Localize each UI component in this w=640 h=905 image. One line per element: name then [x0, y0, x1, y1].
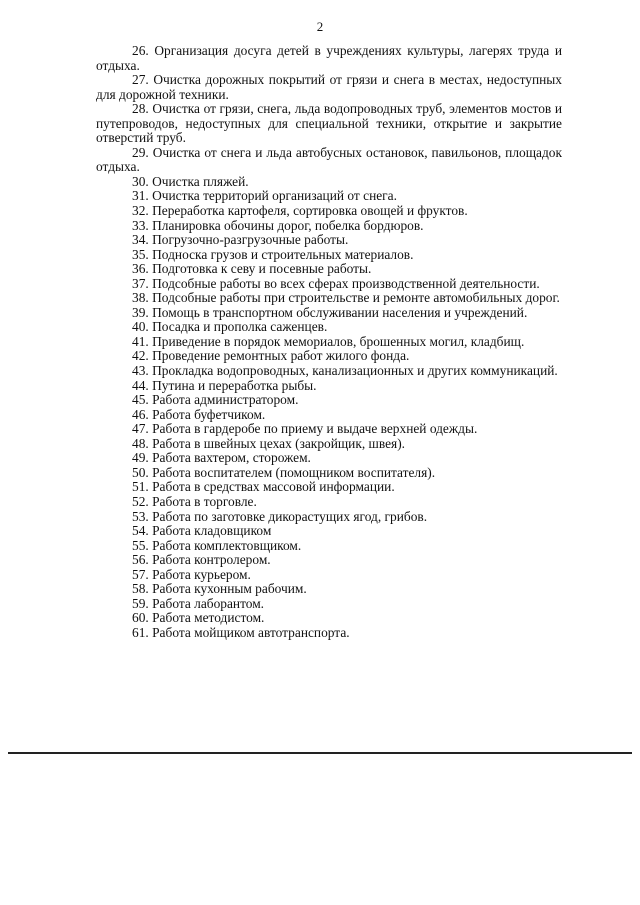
list-item	[96, 539, 562, 554]
item-text: Прокладка водопроводных, канализационных и других коммуникаций.	[152, 363, 558, 379]
list-item	[96, 175, 562, 190]
item-number: 50.	[132, 464, 149, 480]
list-item	[96, 524, 562, 539]
list-item	[96, 102, 562, 146]
item-text: Очистка пляжей.	[152, 173, 249, 189]
item-text: Подсобные работы при строительстве и ремонте автомобильных дорог.	[152, 290, 560, 306]
item-number: 55.	[132, 537, 149, 553]
item-number: 45.	[132, 392, 149, 408]
item-number: 39.	[132, 304, 149, 320]
item-number: 38.	[132, 290, 149, 306]
list-item	[96, 611, 562, 626]
document-body	[96, 44, 562, 640]
item-number: 52.	[132, 493, 149, 509]
item-number: 61.	[132, 624, 149, 640]
item-number: 47.	[132, 421, 149, 437]
list-item	[96, 233, 562, 248]
item-text: Помощь в транспортном обслуживании населения и учреждений.	[152, 304, 528, 320]
item-text: Проведение ремонтных работ жилого фонда.	[152, 348, 410, 364]
item-text: Подсобные работы во всех сферах производственной деятельности.	[152, 275, 540, 291]
page-number: 2	[316, 19, 324, 34]
item-text: Работа контролером.	[152, 552, 271, 568]
list-item	[96, 189, 562, 204]
item-text: Очистка дорожных покрытий от грязи и снега в местах, недоступных для дорожной техники.	[96, 72, 562, 102]
item-number: 28.	[132, 101, 149, 117]
list-item	[96, 306, 562, 321]
item-number: 54.	[132, 523, 149, 539]
item-number: 57.	[132, 566, 149, 582]
item-number: 48.	[132, 435, 149, 451]
footer-divider	[8, 752, 632, 754]
item-text: Планировка обочины дорог, побелка бордюров.	[152, 217, 424, 233]
list-item	[96, 495, 562, 510]
item-text: Работа в гардеробе по приему и выдаче верхней одежды.	[152, 421, 478, 437]
list-item	[96, 568, 562, 583]
list-item	[96, 408, 562, 423]
item-number: 31.	[132, 188, 149, 204]
item-number: 51.	[132, 479, 149, 495]
item-number: 34.	[132, 232, 149, 248]
item-text: Подноска грузов и строительных материалов.	[152, 246, 414, 262]
list-item	[96, 73, 562, 102]
item-text: Приведение в порядок мемориалов, брошенных могил, кладбищ.	[152, 333, 525, 349]
item-number: 46.	[132, 406, 149, 422]
list-item	[96, 466, 562, 481]
list-item	[96, 597, 562, 612]
item-text: Работа администратором.	[152, 392, 299, 408]
item-text: Путина и переработка рыбы.	[152, 377, 317, 393]
item-text: Работа воспитателем (помощником воспитателя).	[152, 464, 436, 480]
item-number: 33.	[132, 217, 149, 233]
list-item	[96, 510, 562, 525]
item-text: Работа мойщиком автотранспорта.	[152, 624, 350, 640]
item-text: Работа вахтером, сторожем.	[152, 450, 311, 466]
item-text: Работа курьером.	[152, 566, 251, 582]
item-text: Организация досуга детей в учреждениях культуры, лагерях труда и отдыха.	[96, 43, 562, 73]
item-number: 36.	[132, 261, 149, 277]
list-item	[96, 320, 562, 335]
list-item	[96, 480, 562, 495]
item-text: Очистка территорий организаций от снега.	[152, 188, 397, 204]
list-item	[96, 582, 562, 597]
item-number: 27.	[132, 72, 149, 88]
item-number: 42.	[132, 348, 149, 364]
item-number: 35.	[132, 246, 149, 262]
item-number: 26.	[132, 43, 149, 58]
list-item	[96, 626, 562, 641]
item-number: 32.	[132, 203, 149, 219]
list-item	[96, 553, 562, 568]
item-number: 37.	[132, 275, 149, 291]
item-text: Очистка от грязи, снега, льда водопроводных труб, элементов мостов и путепроводов, недоступных для специальной техники, открытие и закрытие отверстий труб.	[96, 101, 562, 146]
item-text: Работа буфетчиком.	[152, 406, 266, 422]
item-text: Работа по заготовке дикорастущих ягод, грибов.	[152, 508, 428, 524]
item-text: Работа лаборантом.	[152, 595, 265, 611]
list-item	[96, 219, 562, 234]
item-text: Переработка картофеля, сортировка овощей и фруктов.	[152, 203, 468, 219]
list-item	[96, 44, 562, 73]
list-item	[96, 451, 562, 466]
list-item	[96, 248, 562, 263]
item-text: Работа в средствах массовой информации.	[152, 479, 395, 495]
list-item	[96, 204, 562, 219]
item-number: 58.	[132, 581, 149, 597]
item-text: Подготовка к севу и посевные работы.	[152, 261, 372, 277]
list-item	[96, 379, 562, 394]
list-item	[96, 277, 562, 292]
item-text: Работа в швейных цехах (закройщик, швея).	[152, 435, 406, 451]
list-item	[96, 393, 562, 408]
list-item	[96, 364, 562, 379]
item-number: 56.	[132, 552, 149, 568]
item-number: 40.	[132, 319, 149, 335]
item-text: Работа кухонным рабочим.	[152, 581, 307, 597]
item-text: Погрузочно-разгрузочные работы.	[152, 232, 349, 248]
item-text: Работа методистом.	[152, 610, 265, 626]
list-item	[96, 422, 562, 437]
item-text: Работа в торговле.	[152, 493, 257, 509]
item-number: 44.	[132, 377, 149, 393]
item-number: 53.	[132, 508, 149, 524]
item-number: 29.	[132, 144, 149, 160]
item-text: Работа комплектовщиком.	[152, 537, 302, 553]
item-number: 41.	[132, 333, 149, 349]
item-number: 60.	[132, 610, 149, 626]
item-number: 30.	[132, 173, 149, 189]
item-text: Очистка от снега и льда автобусных остановок, павильонов, площадок отдыха.	[96, 144, 562, 175]
list-item	[96, 146, 562, 175]
list-item	[96, 291, 562, 306]
item-number: 59.	[132, 595, 149, 611]
list-item	[96, 349, 562, 364]
list-item	[96, 335, 562, 350]
item-number: 43.	[132, 363, 149, 379]
list-item	[96, 262, 562, 277]
item-text: Работа кладовщиком	[152, 523, 272, 539]
list-item	[96, 437, 562, 452]
item-text: Посадка и прополка саженцев.	[152, 319, 328, 335]
item-number: 49.	[132, 450, 149, 466]
